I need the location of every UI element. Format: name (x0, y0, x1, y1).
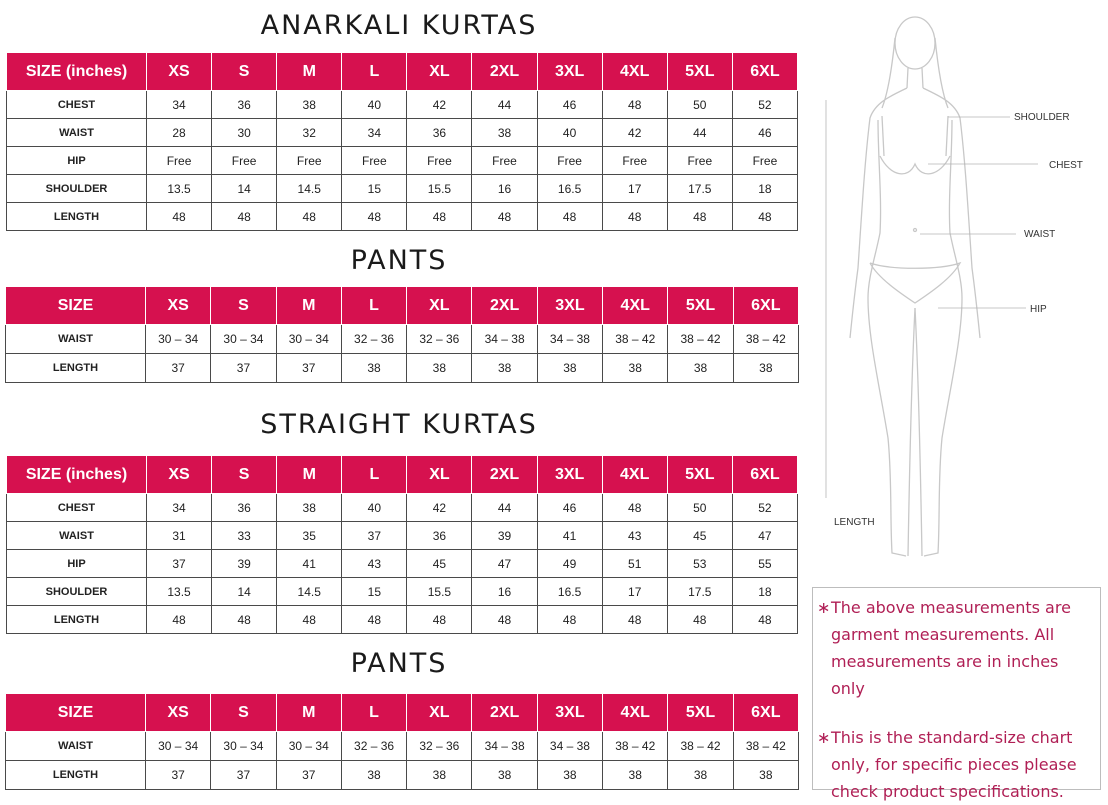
size-column-header: 3XL (537, 456, 602, 494)
table-cell: 48 (472, 203, 537, 231)
table-cell: 34 – 38 (537, 325, 602, 354)
table-cell: 38 – 42 (603, 325, 668, 354)
table-cell: 37 (342, 522, 407, 550)
table-cell: 42 (407, 91, 472, 119)
female-body-outline-icon (820, 8, 1105, 588)
table-cell: 38 (668, 761, 733, 790)
size-header-label: SIZE (6, 287, 146, 325)
table-cell: 53 (667, 550, 732, 578)
table-cell: 34 (147, 91, 212, 119)
straight-size-table (6, 455, 798, 634)
asterisk-icon: ∗ (817, 598, 831, 617)
table-cell: 48 (342, 203, 407, 231)
table-cell: 48 (147, 606, 212, 634)
table-cell: 30 – 34 (211, 325, 276, 354)
size-column-header: M (277, 53, 342, 91)
size-column-header: 6XL (732, 456, 797, 494)
table-cell: 30 – 34 (211, 732, 276, 761)
row-label: CHEST (7, 494, 147, 522)
straight-title: STRAIGHT KURTAS (260, 409, 538, 440)
table-cell: 17 (602, 175, 667, 203)
table-cell: 17.5 (667, 578, 732, 606)
table-cell: 45 (667, 522, 732, 550)
table-cell: 51 (602, 550, 667, 578)
table-cell: 16 (472, 175, 537, 203)
size-column-header: L (341, 287, 406, 325)
row-label: HIP (7, 550, 147, 578)
size-column-header: 5XL (667, 456, 732, 494)
size-column-header: 2XL (472, 287, 537, 325)
length-label: LENGTH (834, 517, 875, 528)
table-cell: 28 (147, 119, 212, 147)
table-cell: 41 (537, 522, 602, 550)
table-cell: 45 (407, 550, 472, 578)
table-row (7, 606, 798, 634)
size-column-header: L (342, 53, 407, 91)
table-cell: 36 (407, 522, 472, 550)
shoulder-label: SHOULDER (1014, 112, 1070, 123)
size-column-header: 4XL (602, 53, 667, 91)
table-cell: 48 (212, 203, 277, 231)
size-column-header: M (276, 287, 341, 325)
table-row (6, 354, 799, 383)
table-cell: 38 (733, 354, 798, 383)
table-cell: 48 (602, 606, 667, 634)
table-cell: 39 (472, 522, 537, 550)
table-cell: 15.5 (407, 175, 472, 203)
table-cell: Free (537, 147, 602, 175)
table-cell: 48 (407, 606, 472, 634)
size-column-header: 2XL (472, 456, 537, 494)
table-cell: 36 (212, 494, 277, 522)
size-column-header: 5XL (668, 694, 733, 732)
table-cell: 38 (472, 354, 537, 383)
table-cell: 40 (537, 119, 602, 147)
table-cell: 44 (472, 91, 537, 119)
table-cell: 30 (212, 119, 277, 147)
table-cell: Free (212, 147, 277, 175)
table-cell: 32 – 36 (341, 732, 406, 761)
table-cell: 15 (342, 578, 407, 606)
table-cell: Free (147, 147, 212, 175)
table-cell: 17.5 (667, 175, 732, 203)
table-cell: 50 (667, 91, 732, 119)
table-cell: 18 (732, 175, 797, 203)
table-cell: 37 (147, 550, 212, 578)
table-cell: 18 (732, 578, 797, 606)
table-cell: 38 (472, 761, 537, 790)
table-cell: 46 (537, 494, 602, 522)
table-cell: 48 (667, 203, 732, 231)
table-cell: 40 (342, 494, 407, 522)
table-cell: 42 (602, 119, 667, 147)
table-cell: 34 – 38 (472, 732, 537, 761)
anarkali-title: ANARKALI KURTAS (260, 10, 538, 41)
table-cell: 32 (277, 119, 342, 147)
size-column-header: 4XL (603, 694, 668, 732)
table-cell: 42 (407, 494, 472, 522)
anarkali-size-table (6, 52, 798, 231)
note-text-2: This is the standard-size chart only, for specific pieces please check product specifications. (831, 728, 1077, 801)
table-cell: 38 (277, 494, 342, 522)
size-column-header: XL (407, 694, 472, 732)
size-column-header: 6XL (733, 694, 798, 732)
size-column-header: XS (146, 287, 211, 325)
table-cell: 37 (146, 354, 211, 383)
table-cell: 38 (341, 354, 406, 383)
table-cell: 37 (276, 354, 341, 383)
table-cell: 38 (733, 761, 798, 790)
size-column-header: 3XL (537, 694, 602, 732)
table-cell: 44 (667, 119, 732, 147)
table-row (7, 175, 798, 203)
table-cell: 43 (602, 522, 667, 550)
asterisk-icon: ∗ (817, 728, 831, 747)
table-cell: 34 – 38 (472, 325, 537, 354)
size-column-header: XL (407, 53, 472, 91)
table-cell: 46 (732, 119, 797, 147)
row-label: WAIST (7, 119, 147, 147)
size-column-header: 6XL (732, 53, 797, 91)
table-cell: 38 (407, 354, 472, 383)
size-column-header: XS (147, 456, 212, 494)
table-cell: 47 (472, 550, 537, 578)
table-row (7, 522, 798, 550)
table-row (7, 550, 798, 578)
size-column-header: 5XL (667, 53, 732, 91)
table-cell: 38 (603, 761, 668, 790)
table-cell: 46 (537, 91, 602, 119)
table-cell: 38 (603, 354, 668, 383)
pants-title-2: PANTS (350, 648, 448, 679)
table-cell: 48 (342, 606, 407, 634)
size-header-label: SIZE (6, 694, 146, 732)
row-label: LENGTH (7, 203, 147, 231)
row-label: WAIST (6, 325, 146, 354)
table-cell: 38 (341, 761, 406, 790)
table-cell: 49 (537, 550, 602, 578)
size-column-header: XS (147, 53, 212, 91)
table-cell: 38 – 42 (733, 732, 798, 761)
hip-label: HIP (1030, 304, 1047, 315)
table-row (7, 147, 798, 175)
table-cell: 38 (537, 354, 602, 383)
row-label: SHOULDER (7, 175, 147, 203)
note-item-1 (817, 594, 1096, 702)
table-cell: 14.5 (277, 578, 342, 606)
table-cell: 38 (407, 761, 472, 790)
row-label: HIP (7, 147, 147, 175)
size-column-header: S (211, 287, 276, 325)
size-column-header: XS (146, 694, 211, 732)
note-item-2 (817, 724, 1096, 805)
table-cell: 48 (407, 203, 472, 231)
table-cell: 37 (276, 761, 341, 790)
table-cell: Free (277, 147, 342, 175)
table-cell: 40 (342, 91, 407, 119)
table-cell: 17 (602, 578, 667, 606)
table-cell: 15 (342, 175, 407, 203)
chest-label: CHEST (1049, 160, 1083, 171)
notes-box (812, 587, 1101, 801)
table-cell: 37 (211, 761, 276, 790)
table-cell: 48 (537, 606, 602, 634)
table-cell: 48 (212, 606, 277, 634)
table-cell: 44 (472, 494, 537, 522)
table-cell: 32 – 36 (407, 325, 472, 354)
table-cell: 38 (537, 761, 602, 790)
table-cell: 13.5 (147, 578, 212, 606)
table-cell: 31 (147, 522, 212, 550)
row-label: LENGTH (7, 606, 147, 634)
size-column-header: S (212, 456, 277, 494)
table-header-row (7, 53, 798, 91)
row-label: WAIST (7, 522, 147, 550)
size-column-header: 4XL (602, 456, 667, 494)
size-header-label: SIZE (inches) (7, 53, 147, 91)
table-cell: 38 (277, 91, 342, 119)
table-cell: Free (407, 147, 472, 175)
table-cell: 34 (147, 494, 212, 522)
size-column-header: S (212, 53, 277, 91)
table-cell: 38 (668, 354, 733, 383)
table-cell: 50 (667, 494, 732, 522)
table-cell: 41 (277, 550, 342, 578)
table-cell: 15.5 (407, 578, 472, 606)
table-cell: 39 (212, 550, 277, 578)
size-header-label: SIZE (inches) (7, 456, 147, 494)
size-column-header: S (211, 694, 276, 732)
size-column-header: 5XL (668, 287, 733, 325)
table-cell: 48 (277, 203, 342, 231)
table-cell: 55 (732, 550, 797, 578)
table-cell: 37 (211, 354, 276, 383)
table-cell: 38 – 42 (603, 732, 668, 761)
table-cell: 48 (667, 606, 732, 634)
table-cell: Free (732, 147, 797, 175)
table-cell: 48 (277, 606, 342, 634)
row-label: LENGTH (6, 761, 146, 790)
table-cell: 30 – 34 (146, 325, 211, 354)
size-column-header: XL (407, 287, 472, 325)
table-cell: Free (342, 147, 407, 175)
table-cell: 48 (472, 606, 537, 634)
waist-label: WAIST (1024, 229, 1056, 240)
table-row (6, 732, 799, 761)
pants-size-table-2 (5, 693, 799, 790)
size-column-header: 3XL (537, 53, 602, 91)
row-label: WAIST (6, 732, 146, 761)
table-cell: 52 (732, 494, 797, 522)
table-cell: 38 (472, 119, 537, 147)
size-column-header: 6XL (733, 287, 798, 325)
table-cell: 30 – 34 (276, 325, 341, 354)
table-header-row (7, 456, 798, 494)
table-row (6, 325, 799, 354)
table-row (7, 119, 798, 147)
table-cell: 14 (212, 578, 277, 606)
table-cell: 36 (212, 91, 277, 119)
table-cell: 33 (212, 522, 277, 550)
table-cell: 48 (537, 203, 602, 231)
table-row (6, 761, 799, 790)
size-column-header: XL (407, 456, 472, 494)
size-column-header: 2XL (472, 53, 537, 91)
size-column-header: L (342, 456, 407, 494)
table-cell: 36 (407, 119, 472, 147)
size-column-header: 4XL (603, 287, 668, 325)
table-cell: 14.5 (277, 175, 342, 203)
size-column-header: M (277, 456, 342, 494)
table-cell: 38 – 42 (668, 732, 733, 761)
table-header-row (6, 694, 799, 732)
table-row (7, 494, 798, 522)
table-cell: Free (602, 147, 667, 175)
table-cell: 13.5 (147, 175, 212, 203)
table-cell: 52 (732, 91, 797, 119)
table-cell: 48 (602, 203, 667, 231)
table-cell: 34 (342, 119, 407, 147)
table-cell: 14 (212, 175, 277, 203)
table-row (7, 91, 798, 119)
table-cell: 37 (146, 761, 211, 790)
table-cell: 32 – 36 (407, 732, 472, 761)
table-cell: 48 (602, 91, 667, 119)
table-cell: 38 – 42 (733, 325, 798, 354)
table-cell: 43 (342, 550, 407, 578)
table-cell: 35 (277, 522, 342, 550)
row-label: LENGTH (6, 354, 146, 383)
table-cell: 38 – 42 (668, 325, 733, 354)
size-column-header: 3XL (537, 287, 602, 325)
size-column-header: L (341, 694, 406, 732)
table-cell: 16.5 (537, 175, 602, 203)
size-column-header: M (276, 694, 341, 732)
table-row (7, 578, 798, 606)
row-label: CHEST (7, 91, 147, 119)
pants-title-1: PANTS (350, 245, 448, 276)
table-cell: 16 (472, 578, 537, 606)
table-cell: 30 – 34 (276, 732, 341, 761)
table-cell: 16.5 (537, 578, 602, 606)
note-text-1: The above measurements are garment measurements. All measurements are in inches only (831, 598, 1071, 698)
table-header-row (6, 287, 799, 325)
table-cell: 30 – 34 (146, 732, 211, 761)
pants-size-table-1 (5, 286, 799, 383)
table-cell: 48 (602, 494, 667, 522)
table-cell: Free (472, 147, 537, 175)
table-row (7, 203, 798, 231)
table-cell: 47 (732, 522, 797, 550)
size-column-header: 2XL (472, 694, 537, 732)
table-cell: 48 (732, 203, 797, 231)
table-cell: 32 – 36 (341, 325, 406, 354)
row-label: SHOULDER (7, 578, 147, 606)
table-cell: 34 – 38 (537, 732, 602, 761)
body-measurement-figure (820, 8, 1105, 588)
table-cell: 48 (732, 606, 797, 634)
table-cell: Free (667, 147, 732, 175)
table-cell: 48 (147, 203, 212, 231)
